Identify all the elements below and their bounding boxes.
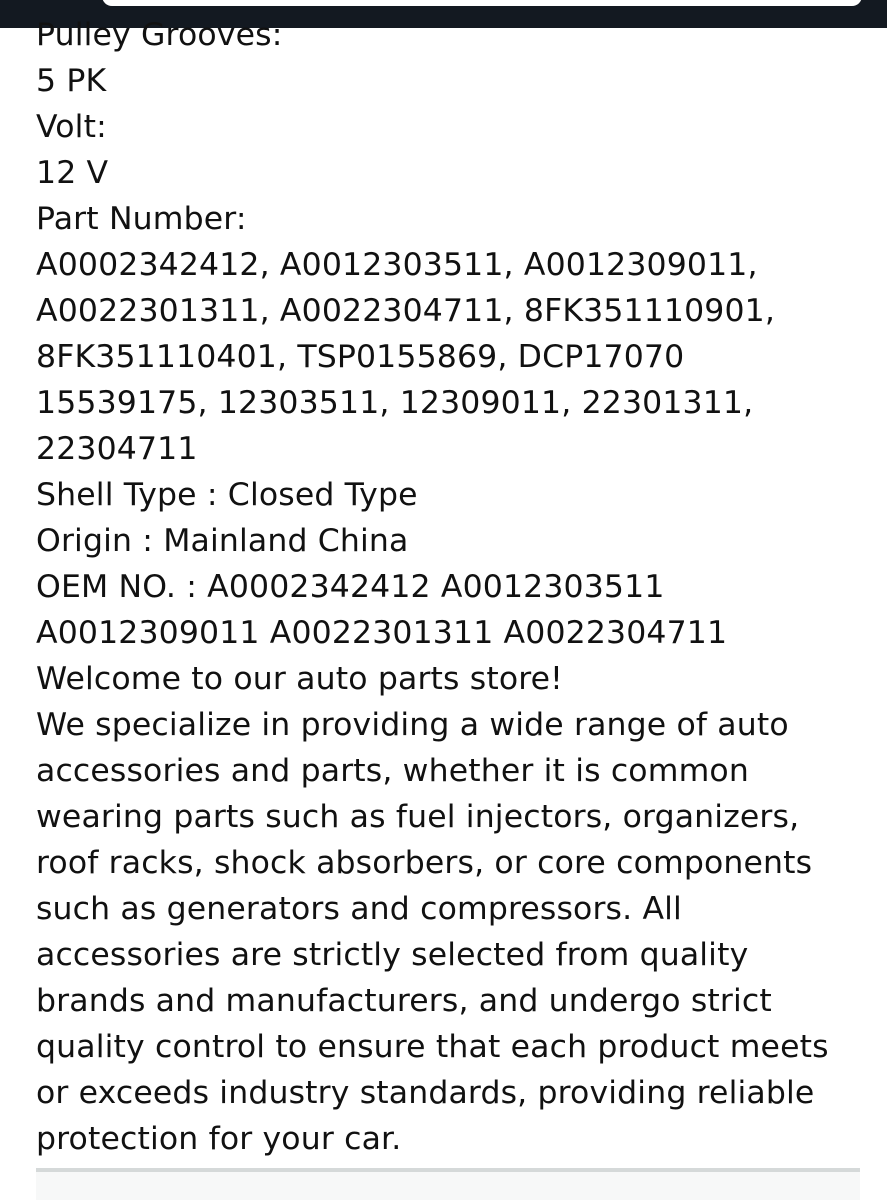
store-description-line: We specialize in providing a wide range of auto: [36, 707, 789, 743]
store-description-line: roof racks, shock absorbers, or core components: [36, 845, 813, 881]
store-description-line: or exceeds industry standards, providing reliable: [36, 1075, 815, 1111]
part-number-line: 22304711: [36, 431, 198, 467]
part-number-line: 8FK351110401, TSP0155869, DCP17070: [36, 339, 685, 375]
store-description-line: wearing parts such as fuel injectors, organizers,: [36, 799, 800, 835]
search-input[interactable]: [102, 0, 862, 6]
next-section-card: [36, 1172, 860, 1200]
store-description-line: quality control to ensure that each product meets: [36, 1029, 829, 1065]
spec-label-volt: Volt:: [36, 109, 107, 145]
product-description: [36, 12, 876, 1162]
store-description-line: accessories are strictly selected from quality: [36, 937, 749, 973]
store-description-line: accessories and parts, whether it is common: [36, 753, 749, 789]
part-number-line: 15539175, 12303511, 12309011, 22301311,: [36, 385, 754, 421]
spec-oem-number: A0012309011 A0022301311 A0022304711: [36, 615, 728, 651]
spec-value-volt: 12 V: [36, 155, 109, 191]
part-number-line: A0002342412, A0012303511, A0012309011,: [36, 247, 758, 283]
spec-oem-number: OEM NO. : A0002342412 A0012303511: [36, 569, 665, 605]
store-welcome-text: Welcome to our auto parts store!: [36, 661, 563, 697]
store-description-line: such as generators and compressors. All: [36, 891, 682, 927]
part-number-line: A0022301311, A0022304711, 8FK351110901,: [36, 293, 776, 329]
spec-shell-type: Shell Type : Closed Type: [36, 477, 418, 513]
spec-label-part-number: Part Number:: [36, 201, 247, 237]
store-description-line: brands and manufacturers, and undergo strict: [36, 983, 772, 1019]
spec-value-pulley-grooves: 5 PK: [36, 63, 107, 99]
store-description-line: protection for your car.: [36, 1121, 402, 1157]
spec-label-pulley-grooves: Pulley Grooves:: [36, 17, 283, 53]
spec-origin: Origin : Mainland China: [36, 523, 409, 559]
